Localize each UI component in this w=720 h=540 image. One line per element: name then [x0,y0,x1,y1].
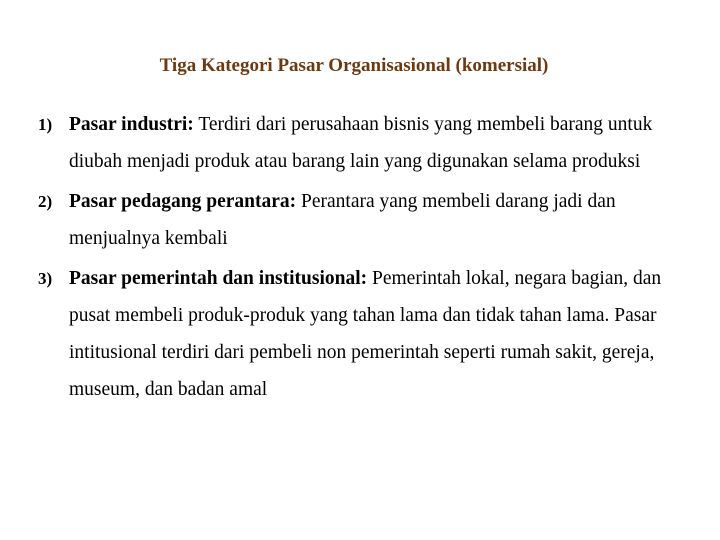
item-term: Pasar pemerintah dan institusional: [69,268,368,289]
item-number: 3) [38,269,53,288]
item-description: Pemerintah lokal, negara bagian, dan pusat membeli produk-produk yang tahan lama dan tidak tahan lama. Pasar intitusional terdiri dari pembeli non pemerintah seperti rumah sakit, gereja, museum, dan badan amal [69,268,662,400]
item-description: Perantara yang membeli darang jadi dan menjualnya kembali [69,191,616,249]
list-item-industrial-market [38,106,698,180]
item-number: 2) [38,192,53,211]
item-number: 1) [38,115,53,134]
list-item-reseller-market [38,183,698,257]
category-list [38,106,698,411]
item-term: Pasar industri: [69,114,194,135]
item-term: Pasar pedagang perantara: [69,191,297,212]
slide-title: Tiga Kategori Pasar Organisasional (komersial) [159,55,549,76]
list-item-government-market [38,260,698,408]
item-description: Terdiri dari perusahaan bisnis yang membeli barang untuk diubah menjadi produk atau barang lain yang digunakan selama produksi [69,114,653,172]
